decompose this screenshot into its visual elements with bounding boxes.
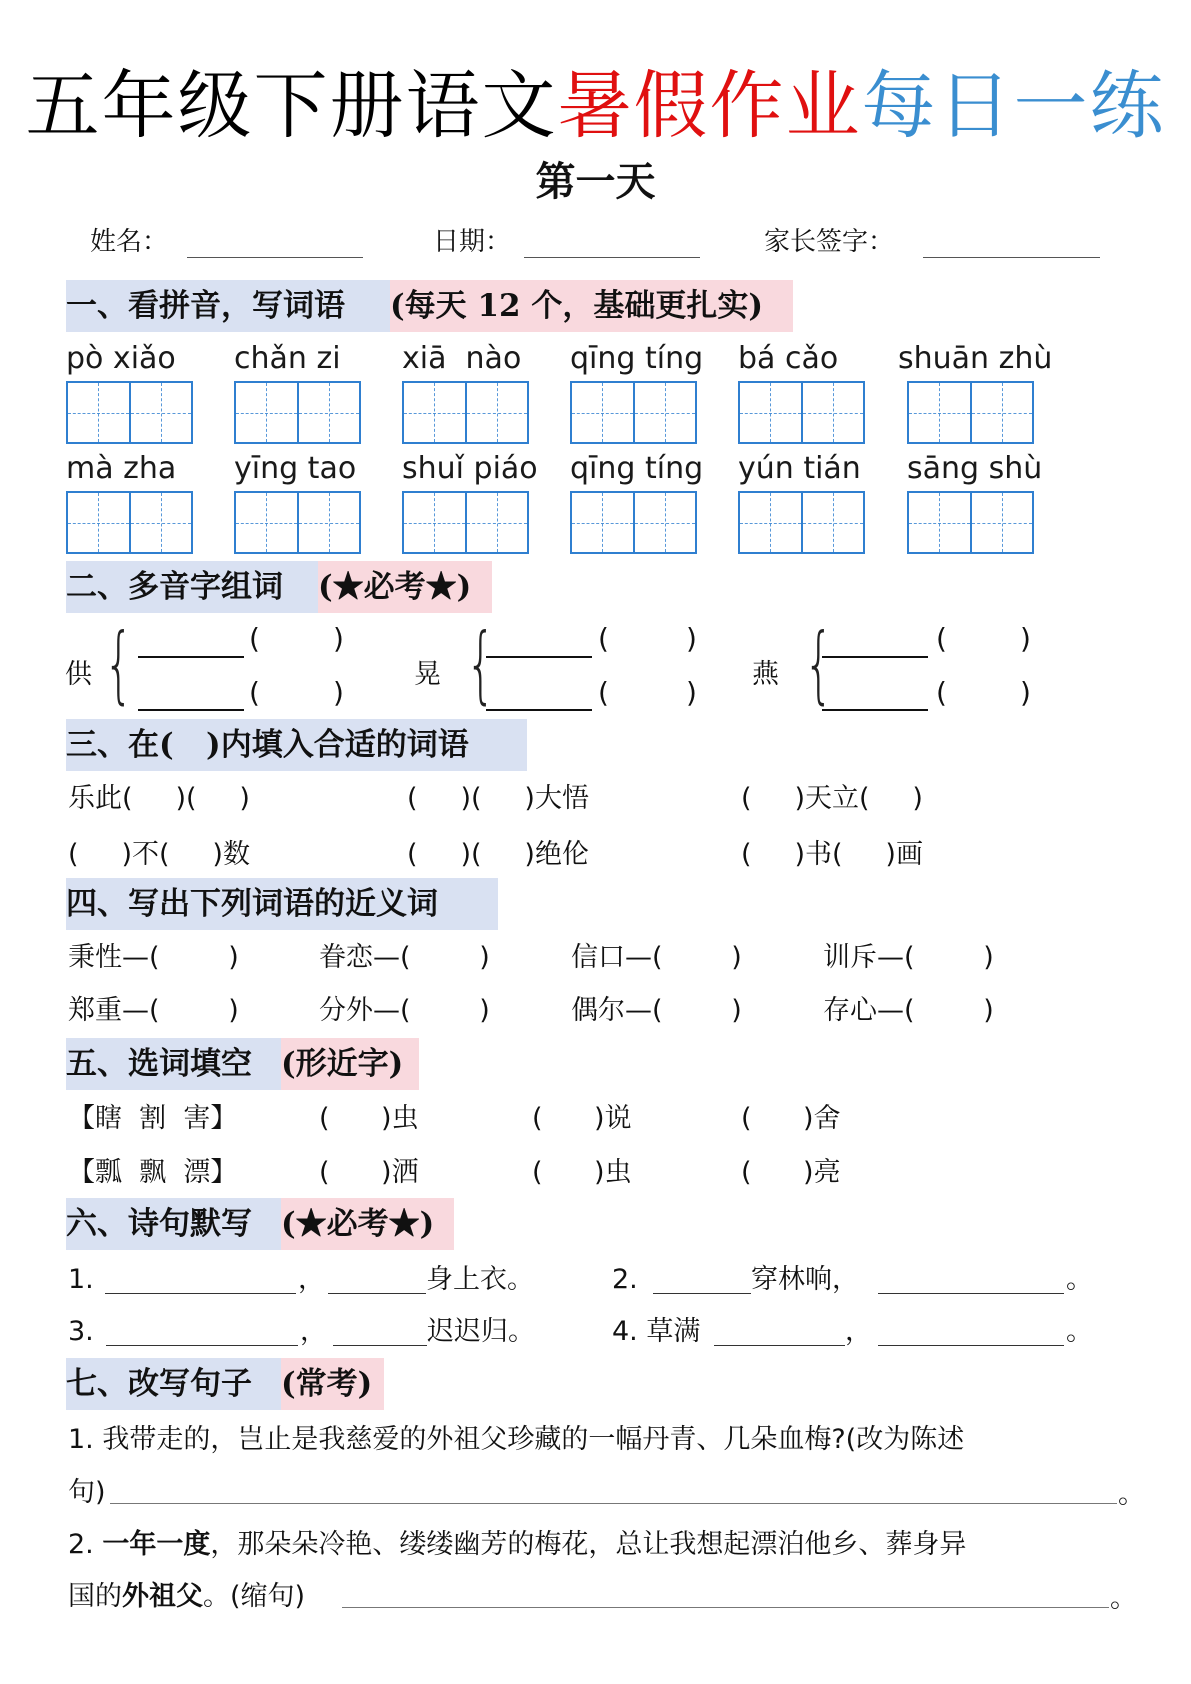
section1-header [66, 280, 793, 332]
answer-blank[interactable] [486, 656, 592, 658]
question-number: 2. [68, 1529, 103, 1560]
poem-text: 穿林响， [751, 1264, 859, 1295]
tianzige-box[interactable] [907, 491, 1034, 554]
tianzige-box[interactable] [402, 381, 529, 444]
parent-signature-field[interactable] [923, 257, 1100, 258]
idiom-item[interactable]: ( )书( )画 [741, 839, 923, 870]
section3-title: 三、在( )内填入合适的词语 [66, 719, 527, 771]
section5-note: (形近字) [281, 1038, 419, 1090]
period: 。 [1066, 1316, 1093, 1347]
tianzige-box[interactable] [738, 491, 865, 554]
poem-blank[interactable] [878, 1293, 1064, 1294]
tianzige-box[interactable] [66, 491, 193, 554]
close-paren: ) [1020, 622, 1031, 655]
pinyin-label: qīng tíng [570, 341, 704, 376]
poem-blank[interactable] [653, 1293, 751, 1294]
polyphone-char: 晃 [414, 659, 441, 690]
section7-title: 七、改写句子 [66, 1358, 281, 1410]
polyphone-char: 供 [65, 659, 92, 690]
open-paren: ( [249, 676, 260, 709]
brace-icon: { [804, 615, 834, 713]
close-paren: ) [686, 622, 697, 655]
comma: ， [298, 1264, 325, 1295]
pinyin-label: shuǐ piáo [402, 451, 538, 486]
section7-header [66, 1358, 384, 1410]
tianzige-box[interactable] [907, 381, 1034, 444]
open-paren: ( [936, 622, 947, 655]
title-black-part: 五年级下册语文 [25, 63, 558, 149]
rewrite-question-1-cont: 句) [68, 1477, 106, 1508]
poem-number: 4. 草满 [612, 1316, 701, 1347]
poem-blank[interactable] [106, 1345, 298, 1346]
close-paren: ) [1020, 676, 1031, 709]
section3-header [66, 719, 527, 771]
name-label: 姓名： [90, 227, 169, 257]
fill-item[interactable]: ( )亮 [741, 1157, 841, 1188]
open-paren: ( [598, 622, 609, 655]
period: 。 [1066, 1264, 1093, 1295]
section2-header [66, 561, 492, 613]
close-paren: ) [333, 622, 344, 655]
section6-note: (★必考★) [281, 1198, 454, 1250]
poem-blank[interactable] [333, 1345, 427, 1346]
pinyin-label: xiā nào [402, 341, 522, 376]
pinyin-label: chǎn zi [234, 341, 341, 376]
tianzige-box[interactable] [570, 491, 697, 554]
section6-header [66, 1198, 454, 1250]
title-blue-part: 每日一练 [861, 63, 1166, 149]
poem-number: 1. [68, 1264, 94, 1295]
fill-item[interactable]: ( )洒 [319, 1157, 419, 1188]
open-paren: ( [936, 676, 947, 709]
poem-blank[interactable] [328, 1293, 426, 1294]
brace-icon: { [104, 615, 134, 713]
answer-blank[interactable] [822, 656, 928, 658]
rewrite-question-1: 1. 我带走的，岂止是我慈爱的外祖父珍藏的一幅丹青、几朵血梅?(改为陈述 [68, 1424, 965, 1455]
close-paren: ) [686, 676, 697, 709]
fill-item[interactable]: ( )说 [532, 1103, 632, 1134]
tianzige-box[interactable] [234, 491, 361, 554]
section1-note: (每天 12 个，基础更扎实) [390, 280, 793, 332]
pinyin-label: yīng tao [234, 451, 357, 486]
bold-phrase: 一年一度 [102, 1529, 211, 1560]
pinyin-label: pò xiǎo [66, 341, 176, 376]
rewrite-question-2-cont [68, 1582, 305, 1612]
tianzige-box[interactable] [570, 381, 697, 444]
tianzige-box[interactable] [66, 381, 193, 444]
poem-text: 迟迟归。 [427, 1316, 535, 1347]
poem-text: 身上衣。 [426, 1264, 534, 1295]
period: 。 [1118, 1479, 1145, 1510]
rewrite-question-2 [68, 1530, 966, 1560]
poem-number: 3. [68, 1316, 94, 1347]
question-text: ，那朵朵冷艳、缕缕幽芳的梅花，总让我想起漂泊他乡、葬身异 [210, 1529, 967, 1560]
close-paren: ) [333, 676, 344, 709]
poem-number: 2. [612, 1264, 638, 1295]
section4-header [66, 878, 498, 930]
word-options: 【瓢 飘 漂】 [68, 1157, 238, 1188]
comma: ， [845, 1316, 872, 1347]
answer-blank[interactable] [138, 656, 244, 658]
question-text: 国的 [68, 1581, 122, 1612]
pinyin-label: qīng tíng [570, 451, 704, 486]
synonym-item[interactable]: 分外—( ) [319, 995, 490, 1026]
answer-blank[interactable] [822, 709, 928, 711]
synonym-item[interactable]: 存心—( ) [823, 995, 994, 1026]
date-label: 日期： [433, 227, 512, 257]
section4-title: 四、写出下列词语的近义词 [66, 878, 498, 930]
tianzige-box[interactable] [234, 381, 361, 444]
date-field[interactable] [524, 257, 700, 258]
pinyin-label: mà zha [66, 451, 177, 486]
section2-note: (★必考★) [318, 561, 492, 613]
pinyin-label: yún tián [738, 451, 861, 486]
idiom-item[interactable]: ( )不( )数 [68, 839, 250, 870]
day-subtitle: 第一天 [535, 158, 656, 205]
synonym-item[interactable]: 郑重—( ) [68, 995, 239, 1026]
answer-blank[interactable] [486, 709, 592, 711]
title-red-part: 暑假作业 [557, 63, 862, 149]
pinyin-label: shuān zhù [898, 341, 1053, 376]
idiom-item[interactable]: ( )天立( ) [741, 783, 923, 814]
word-options: 【瞎 割 害】 [68, 1103, 238, 1134]
bold-phrase: 外祖父 [122, 1581, 203, 1612]
pinyin-label: bá cǎo [738, 341, 839, 376]
name-field[interactable] [187, 257, 363, 258]
section5-header [66, 1038, 419, 1090]
answer-blank[interactable] [138, 709, 244, 711]
section7-note: (常考) [281, 1358, 384, 1410]
section5-title: 五、选词填空 [66, 1038, 281, 1090]
idiom-item[interactable]: ( )( )大悟 [407, 783, 589, 814]
open-paren: ( [249, 622, 260, 655]
section6-title: 六、诗句默写 [66, 1198, 281, 1250]
brace-icon: { [466, 615, 496, 713]
period: 。 [1110, 1583, 1137, 1614]
synonym-item[interactable]: 偶尔—( ) [571, 995, 742, 1026]
poem-blank[interactable] [105, 1293, 296, 1294]
tianzige-box[interactable] [738, 381, 865, 444]
poem-blank[interactable] [878, 1345, 1064, 1346]
question-text: 。(缩句) [203, 1581, 306, 1612]
fill-item[interactable]: ( )虫 [319, 1103, 419, 1134]
fill-item[interactable]: ( )虫 [532, 1157, 632, 1188]
section2-title: 二、多音字组词 [66, 561, 318, 613]
synonym-item[interactable]: 秉性—( ) [68, 942, 239, 973]
answer-line-1[interactable] [110, 1503, 1117, 1504]
page-title [0, 63, 1191, 149]
synonym-item[interactable]: 眷恋—( ) [319, 942, 490, 973]
comma: ， [300, 1316, 327, 1347]
poem-blank[interactable] [714, 1345, 845, 1346]
polyphone-char: 燕 [752, 659, 779, 690]
pinyin-label: sāng shù [907, 451, 1043, 486]
synonym-item[interactable]: 训斥—( ) [823, 942, 994, 973]
synonym-item[interactable]: 信口—( ) [571, 942, 742, 973]
parent-signature-label: 家长签字： [764, 227, 895, 257]
section1-title: 一、看拼音，写词语 [66, 280, 390, 332]
tianzige-box[interactable] [402, 491, 529, 554]
answer-line-2[interactable] [342, 1607, 1109, 1608]
open-paren: ( [598, 676, 609, 709]
idiom-item[interactable]: 乐此( )( ) [68, 783, 250, 814]
fill-item[interactable]: ( )舍 [741, 1103, 841, 1134]
idiom-item[interactable]: ( )( )绝伦 [407, 839, 589, 870]
